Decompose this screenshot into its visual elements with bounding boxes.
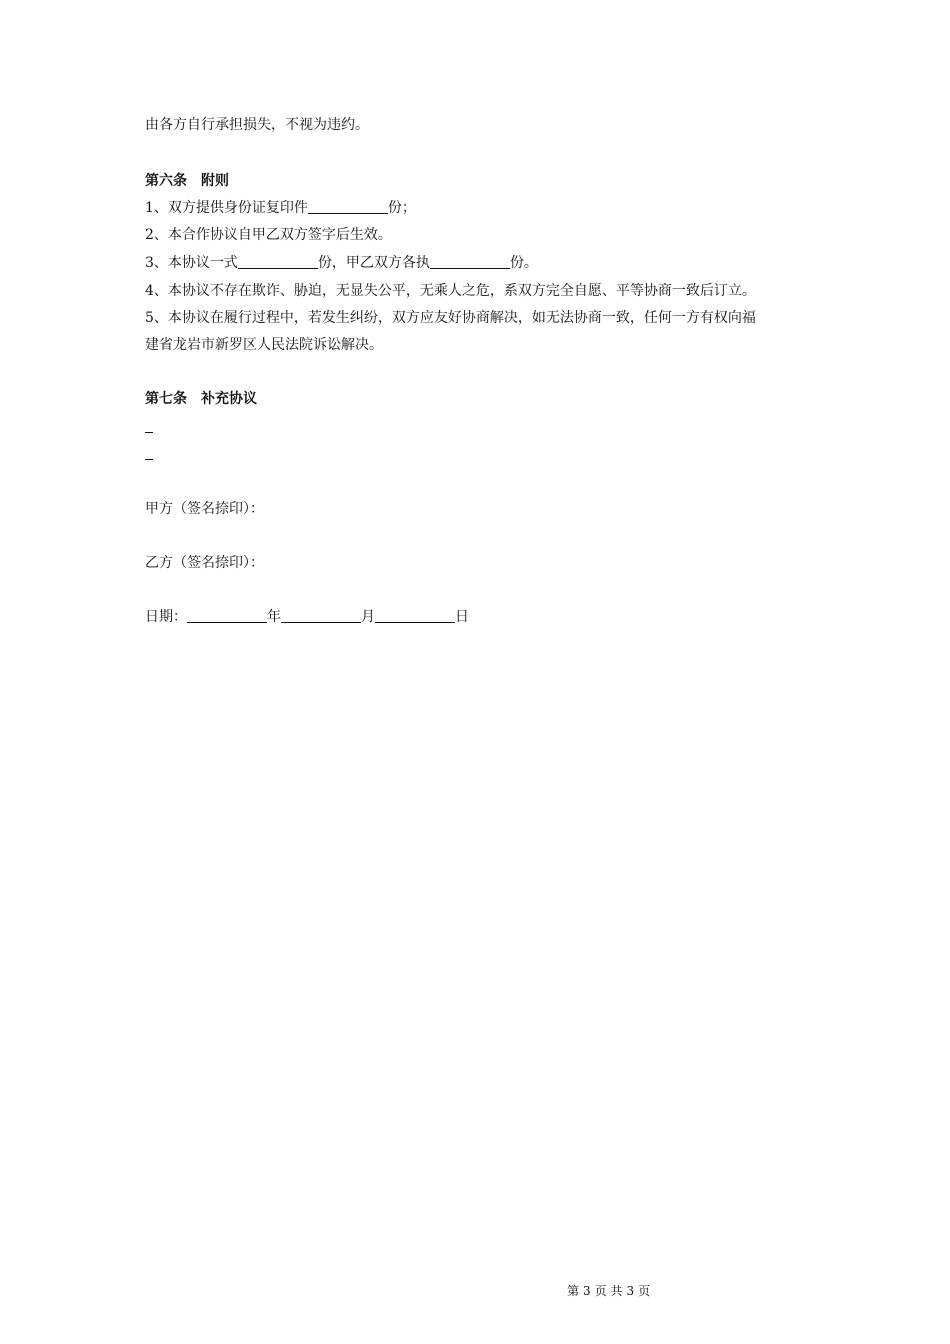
footer-page-current: 3 bbox=[583, 1284, 591, 1298]
signature-date bbox=[145, 608, 469, 626]
blank-month[interactable] bbox=[281, 608, 361, 623]
party-b-signature: 乙方（签名捺印）： bbox=[145, 555, 264, 571]
page-footer bbox=[567, 1283, 654, 1299]
blank-day[interactable] bbox=[375, 608, 455, 623]
article7-heading bbox=[145, 390, 257, 408]
article6-item3-middle: 份，甲乙双方各执 bbox=[317, 255, 430, 271]
blank-id-copies[interactable] bbox=[308, 199, 388, 214]
article7-number: 第七条 bbox=[145, 391, 187, 407]
paragraph-intro-tail: 由各方自行承担损失，不视为违约。 bbox=[145, 117, 369, 133]
article6-item2: 2、本合作协议自甲乙双方签字后生效。 bbox=[145, 227, 392, 243]
blank-year[interactable] bbox=[187, 608, 267, 623]
date-day-label: 日 bbox=[455, 609, 469, 625]
date-label: 日期： bbox=[145, 609, 187, 625]
article7-title: 补充协议 bbox=[201, 391, 257, 407]
article6-number: 第六条 bbox=[145, 173, 187, 189]
article6-heading bbox=[145, 172, 229, 190]
article6-item3-suffix: 份。 bbox=[509, 255, 538, 271]
footer-prefix: 第 bbox=[567, 1284, 580, 1298]
date-month-label: 月 bbox=[361, 609, 375, 625]
article6-item4: 4、本协议不存在欺诈、胁迫，无显失公平，无乘人之危，系双方完全自愿、平等协商一致后订立。 bbox=[145, 283, 756, 299]
footer-suffix: 页 bbox=[638, 1284, 651, 1298]
article6-title: 附则 bbox=[201, 173, 229, 189]
article6-item5-line1: 5、本协议在履行过程中，若发生纠纷，双方应友好协商解决，如无法协商一致，任何一方有权向福 bbox=[145, 310, 756, 326]
blank-total-copies[interactable] bbox=[238, 254, 318, 269]
party-a-signature: 甲方（签名捺印）： bbox=[145, 501, 264, 517]
article6-item1-prefix: 1、双方提供身份证复印件 bbox=[145, 200, 308, 216]
article6-item3-prefix: 3、本协议一式 bbox=[145, 255, 238, 271]
article6-item1-suffix: 份； bbox=[387, 200, 416, 216]
supplement-blank-line-1[interactable] bbox=[145, 432, 153, 433]
footer-middle: 页 共 bbox=[594, 1284, 623, 1298]
supplement-blank-line-2[interactable] bbox=[145, 459, 153, 460]
blank-each-copies[interactable] bbox=[430, 254, 510, 269]
article6-item5-line2: 建省龙岩市新罗区人民法院诉讼解决。 bbox=[145, 337, 383, 353]
article6-item3 bbox=[145, 254, 538, 272]
article6-item1 bbox=[145, 199, 416, 217]
footer-page-total: 3 bbox=[626, 1284, 635, 1298]
date-year-label: 年 bbox=[267, 609, 281, 625]
